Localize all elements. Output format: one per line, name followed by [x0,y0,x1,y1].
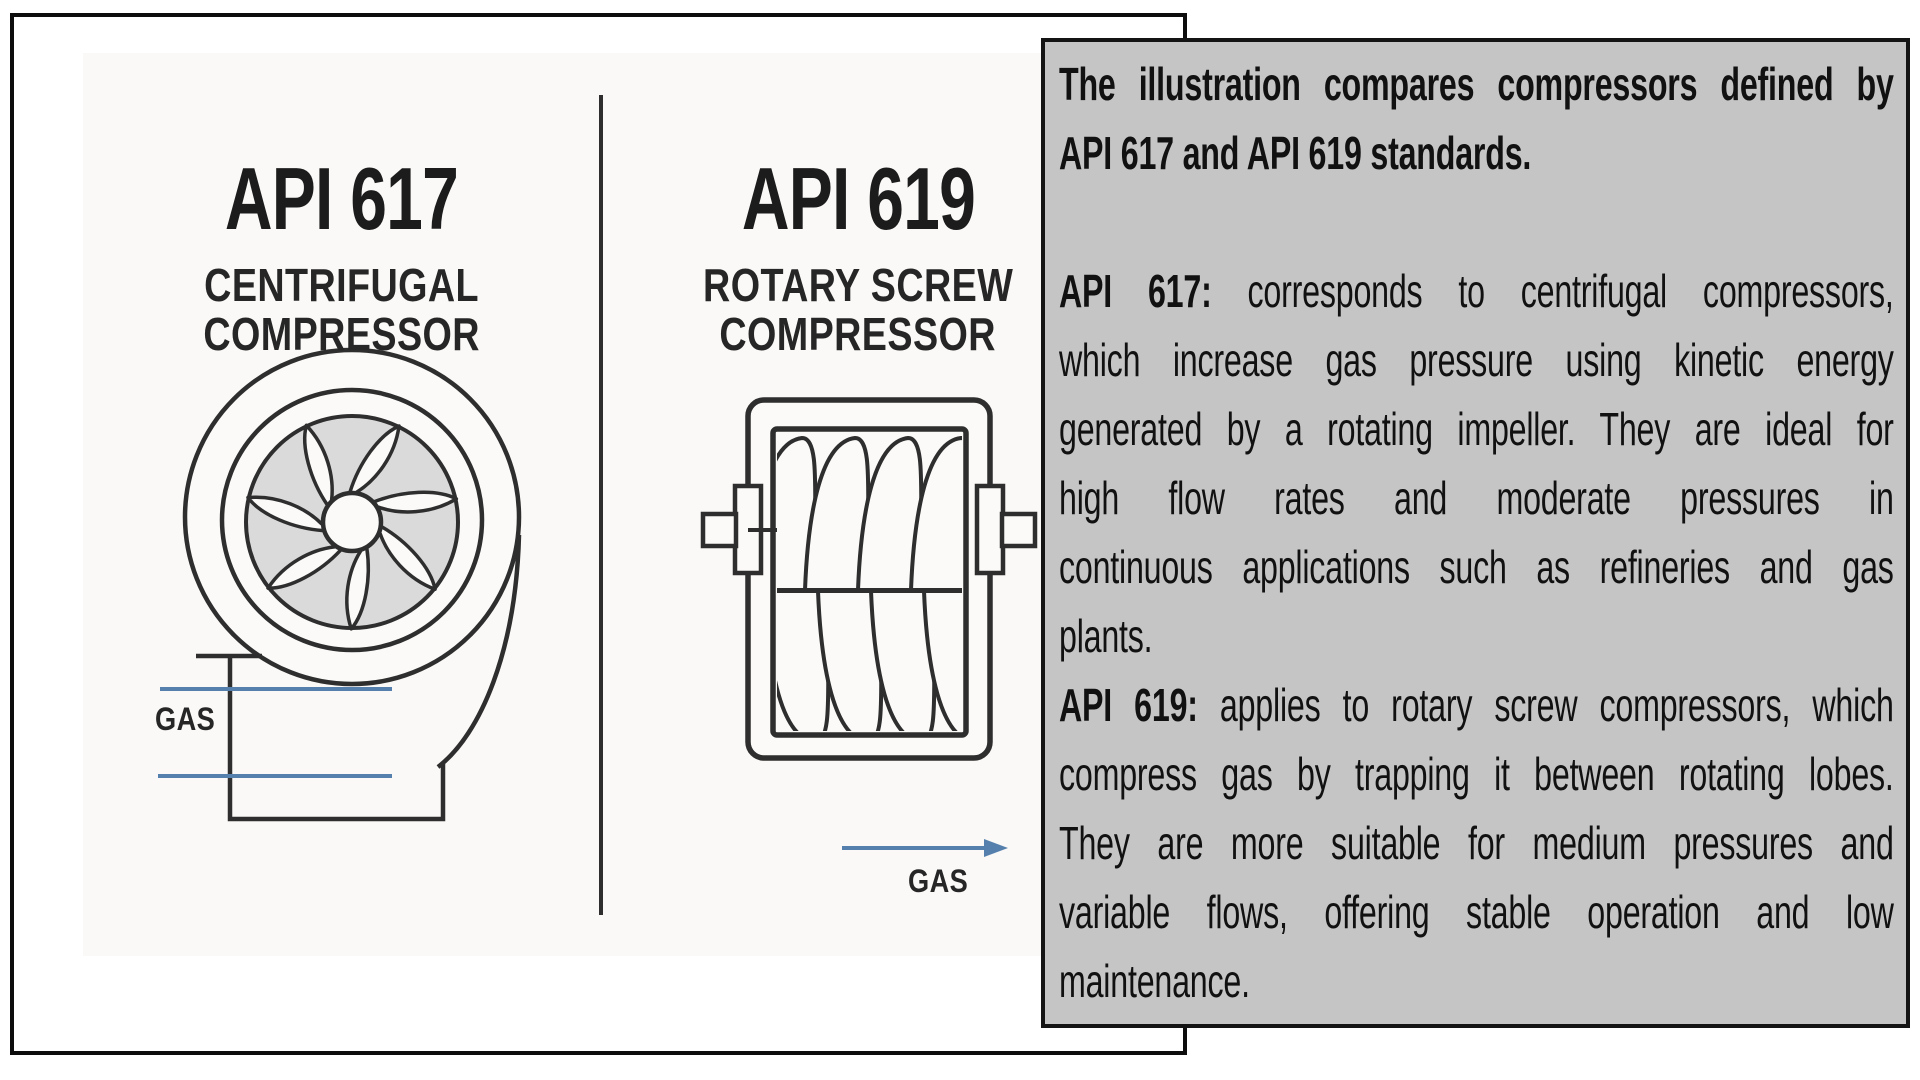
info-text-line: API 617 and API 619 standards. [1059,127,1532,179]
api-619-subtitle [600,261,1116,359]
api-617-title: API 617 [224,149,459,248]
subtitle-line: COMPRESSOR [203,308,480,360]
shaft-stub-left [703,514,736,546]
impeller-icon [246,416,458,629]
info-paragraphs [1059,50,1894,1016]
info-text-line: which increase gas pressure using kinetic energy [1059,334,1894,386]
info-text-line: maintenance. [1059,955,1250,1007]
gas-label-centrifugal: GAS [155,701,216,737]
impeller-hub [323,493,381,551]
api-619-title: API 619 [741,149,975,248]
gas-label-screw: GAS [908,863,969,899]
illustration-panel [83,53,1041,956]
centrifugal-compressor-diagram [158,350,519,819]
api-619-column [600,53,1116,359]
rotary-screw-compressor-diagram [703,400,1035,857]
subtitle-line: CENTRIFUGAL [204,259,479,311]
info-text-line: The illustration compares compressors defined by [1059,58,1894,110]
subtitle-line: ROTARY SCREW [702,259,1014,311]
subtitle-line: COMPRESSOR [719,308,997,360]
screw-rotor-bottom [765,591,990,742]
info-text-line: generated by a rotating impeller. They are ideal for [1059,403,1894,455]
screw-rotor-top [752,438,977,590]
paragraph-spacer [1059,188,1894,257]
info-panel [1041,38,1910,1028]
info-text-line: compress gas by trapping it between rotating lobes. [1059,748,1894,800]
api-617-column [83,53,600,359]
bearing-boss-right [977,486,1003,573]
info-text-line: variable flows, offering stable operation and low [1059,886,1894,938]
info-text-line: continuous applications such as refineries and gas [1059,541,1894,593]
info-text-line: high flow rates and moderate pressures in [1059,472,1894,524]
gas-flow-arrow [842,839,1008,857]
api-617-subtitle [83,261,600,359]
info-text-line: API 617: corresponds to centrifugal compressors, [1059,265,1894,317]
info-text-line: API 619: applies to rotary screw compressors, which [1059,679,1894,731]
info-text-line: plants. [1059,610,1153,662]
shaft-stub-right [1002,514,1035,546]
info-text-line: They are more suitable for medium pressures and [1059,817,1894,869]
gas-arrowhead [984,839,1008,857]
